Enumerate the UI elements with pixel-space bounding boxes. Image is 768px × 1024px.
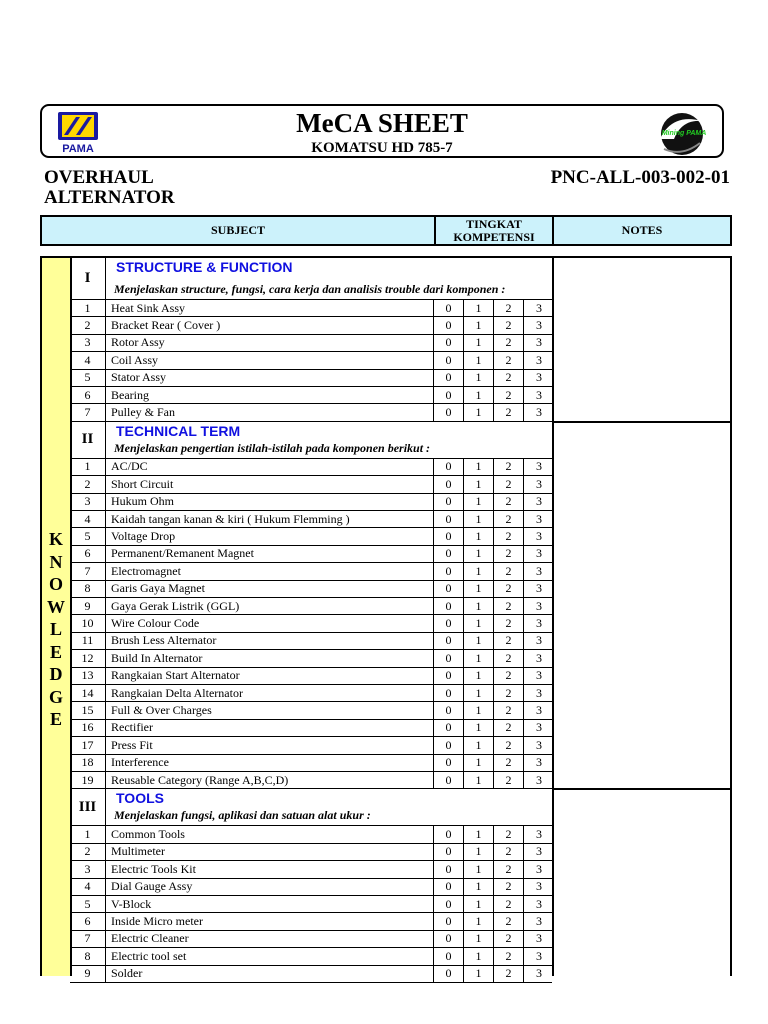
competency-level-0: 0 xyxy=(434,737,464,753)
competency-level-2: 2 xyxy=(494,370,524,386)
logo-left-text: PAMA xyxy=(62,143,94,154)
competency-level-0: 0 xyxy=(434,459,464,475)
competency-level-0: 0 xyxy=(434,511,464,527)
competency-level-1: 1 xyxy=(464,300,494,316)
section-number: II xyxy=(70,422,106,458)
competency-level-1: 1 xyxy=(464,459,494,475)
item-name: Wire Colour Code xyxy=(106,615,434,631)
table-row xyxy=(70,948,552,965)
item-number: 11 xyxy=(70,633,106,649)
item-name: Full & Over Charges xyxy=(106,702,434,718)
item-number: 7 xyxy=(70,563,106,579)
competency-level-1: 1 xyxy=(464,335,494,351)
competency-level-0: 0 xyxy=(434,772,464,788)
competency-level-3: 3 xyxy=(536,598,542,613)
competency-level-1: 1 xyxy=(464,826,494,842)
competency-level-2: 2 xyxy=(494,844,524,860)
item-name: Press Fit xyxy=(106,737,434,753)
competency-level-2: 2 xyxy=(494,879,524,895)
item-number: 7 xyxy=(70,931,106,947)
competency-level-2: 2 xyxy=(494,598,524,614)
item-name: Stator Assy xyxy=(106,370,434,386)
competency-level-3: 3 xyxy=(536,879,542,894)
competency-level-0: 0 xyxy=(434,668,464,684)
table-row xyxy=(70,650,552,667)
competency-level-3: 3 xyxy=(536,703,542,718)
competency-level-2: 2 xyxy=(494,633,524,649)
document-title: OVERHAUL ALTERNATOR xyxy=(44,167,175,208)
competency-level-3: 3 xyxy=(536,300,542,315)
competency-level-3: 3 xyxy=(536,581,542,596)
table-row xyxy=(70,685,552,702)
competency-level-0: 0 xyxy=(434,861,464,877)
competency-level-1: 1 xyxy=(464,668,494,684)
table-row xyxy=(70,317,552,334)
item-number: 1 xyxy=(70,459,106,475)
competency-level-2: 2 xyxy=(494,948,524,964)
item-name: Short Circuit xyxy=(106,476,434,492)
competency-level-1: 1 xyxy=(464,931,494,947)
competency-level-2: 2 xyxy=(494,476,524,492)
side-letter: N xyxy=(49,551,63,572)
sheet-header xyxy=(40,104,724,158)
competency-level-3: 3 xyxy=(536,387,542,402)
competency-level-0: 0 xyxy=(434,931,464,947)
table-row xyxy=(70,737,552,754)
competency-level-3: 3 xyxy=(536,494,542,509)
section-title: TOOLS xyxy=(116,790,164,807)
competency-level-1: 1 xyxy=(464,581,494,597)
competency-level-2: 2 xyxy=(494,737,524,753)
page-title: MeCA SHEET xyxy=(296,108,468,138)
item-name: Reusable Category (Range A,B,C,D) xyxy=(106,772,434,788)
item-number: 2 xyxy=(70,317,106,333)
table-row xyxy=(70,755,552,772)
item-number: 5 xyxy=(70,528,106,544)
competency-level-1: 1 xyxy=(464,598,494,614)
competency-level-0: 0 xyxy=(434,352,464,368)
item-name: AC/DC xyxy=(106,459,434,475)
item-number: 8 xyxy=(70,948,106,964)
competency-level-3: 3 xyxy=(536,352,542,367)
table-row xyxy=(70,387,552,404)
competency-level-3: 3 xyxy=(536,476,542,491)
competency-level-3: 3 xyxy=(536,318,542,333)
item-number: 1 xyxy=(70,300,106,316)
competency-level-1: 1 xyxy=(464,511,494,527)
competency-level-3: 3 xyxy=(536,844,542,859)
competency-level-0: 0 xyxy=(434,650,464,666)
notes-section-divider xyxy=(552,421,730,423)
item-number: 4 xyxy=(70,879,106,895)
competency-level-3: 3 xyxy=(536,948,542,963)
competency-level-2: 2 xyxy=(494,511,524,527)
section-header xyxy=(70,258,552,300)
section-number: III xyxy=(70,789,106,825)
section-header xyxy=(70,789,552,826)
competency-level-3: 3 xyxy=(536,335,542,350)
competency-level-0: 0 xyxy=(434,844,464,860)
section-description: Menjelaskan pengertian istilah-istilah pada komponen berikut : xyxy=(114,440,431,455)
item-number: 13 xyxy=(70,668,106,684)
table-row xyxy=(70,563,552,580)
competency-level-3: 3 xyxy=(536,827,542,842)
competency-level-1: 1 xyxy=(464,755,494,771)
competency-level-0: 0 xyxy=(434,685,464,701)
competency-level-1: 1 xyxy=(464,948,494,964)
item-number: 6 xyxy=(70,546,106,562)
competency-level-1: 1 xyxy=(464,633,494,649)
competency-level-0: 0 xyxy=(434,913,464,929)
competency-level-2: 2 xyxy=(494,772,524,788)
side-letter: D xyxy=(49,664,63,684)
item-number: 1 xyxy=(70,826,106,842)
item-name: Voltage Drop xyxy=(106,528,434,544)
side-letter: W xyxy=(47,596,65,617)
side-letter: K xyxy=(48,529,63,549)
competency-level-2: 2 xyxy=(494,335,524,351)
competency-level-1: 1 xyxy=(464,879,494,895)
item-number: 7 xyxy=(70,404,106,420)
competency-level-3: 3 xyxy=(536,405,542,420)
item-number: 14 xyxy=(70,685,106,701)
mining-pama-logo-icon xyxy=(652,109,708,157)
competency-level-2: 2 xyxy=(494,459,524,475)
competency-level-1: 1 xyxy=(464,913,494,929)
table-row xyxy=(70,598,552,615)
competency-level-1: 1 xyxy=(464,702,494,718)
competency-level-0: 0 xyxy=(434,966,464,982)
knowledge-side-label xyxy=(42,258,72,976)
item-number: 9 xyxy=(70,598,106,614)
item-name: Garis Gaya Magnet xyxy=(106,581,434,597)
item-name: Electric tool set xyxy=(106,948,434,964)
competency-level-2: 2 xyxy=(494,755,524,771)
table-row xyxy=(70,404,552,421)
competency-level-3: 3 xyxy=(536,633,542,648)
item-number: 15 xyxy=(70,702,106,718)
competency-level-3: 3 xyxy=(536,720,542,735)
competency-level-1: 1 xyxy=(464,546,494,562)
section-header xyxy=(70,422,552,459)
side-letter: E xyxy=(49,641,62,662)
competency-level-3: 3 xyxy=(536,459,542,474)
item-name: Bracket Rear ( Cover ) xyxy=(106,317,434,333)
competency-level-3: 3 xyxy=(536,650,542,665)
competency-level-0: 0 xyxy=(434,494,464,510)
competency-level-3: 3 xyxy=(536,966,542,981)
item-number: 2 xyxy=(70,844,106,860)
item-name: Heat Sink Assy xyxy=(106,300,434,316)
competency-level-0: 0 xyxy=(434,546,464,562)
table-row xyxy=(70,370,552,387)
item-name: Electric Tools Kit xyxy=(106,861,434,877)
competency-level-2: 2 xyxy=(494,896,524,912)
competency-level-0: 0 xyxy=(434,755,464,771)
competency-level-0: 0 xyxy=(434,720,464,736)
competency-level-2: 2 xyxy=(494,581,524,597)
item-name: Coil Assy xyxy=(106,352,434,368)
competency-level-2: 2 xyxy=(494,494,524,510)
item-name: Brush Less Alternator xyxy=(106,633,434,649)
side-letter: G xyxy=(48,686,63,707)
competency-level-2: 2 xyxy=(494,861,524,877)
table-row xyxy=(70,844,552,861)
item-name: Rangkaian Start Alternator xyxy=(106,668,434,684)
item-number: 16 xyxy=(70,720,106,736)
competency-level-0: 0 xyxy=(434,826,464,842)
competency-level-2: 2 xyxy=(494,352,524,368)
competency-level-3: 3 xyxy=(536,914,542,929)
item-name: Inside Micro meter xyxy=(106,913,434,929)
competency-level-0: 0 xyxy=(434,528,464,544)
competency-level-0: 0 xyxy=(434,300,464,316)
item-name: Electromagnet xyxy=(106,563,434,579)
item-number: 12 xyxy=(70,650,106,666)
item-number: 3 xyxy=(70,861,106,877)
table-row xyxy=(70,300,552,317)
table-row xyxy=(70,826,552,843)
competency-level-1: 1 xyxy=(464,966,494,982)
competency-level-2: 2 xyxy=(494,931,524,947)
table-row xyxy=(70,476,552,493)
competency-level-1: 1 xyxy=(464,896,494,912)
table-row xyxy=(70,459,552,476)
competency-level-0: 0 xyxy=(434,335,464,351)
competency-level-0: 0 xyxy=(434,702,464,718)
item-number: 9 xyxy=(70,966,106,982)
competency-level-1: 1 xyxy=(464,772,494,788)
notes-header: NOTES xyxy=(621,223,663,237)
item-name: Gaya Gerak Listrik (GGL) xyxy=(106,598,434,614)
competency-level-3: 3 xyxy=(536,861,542,876)
competency-level-2: 2 xyxy=(494,702,524,718)
competency-level-2: 2 xyxy=(494,404,524,420)
competency-level-2: 2 xyxy=(494,615,524,631)
competency-level-1: 1 xyxy=(464,720,494,736)
competency-level-0: 0 xyxy=(434,879,464,895)
item-name: Hukum Ohm xyxy=(106,494,434,510)
competency-level-2: 2 xyxy=(494,685,524,701)
item-number: 4 xyxy=(70,352,106,368)
competency-level-1: 1 xyxy=(464,528,494,544)
table-row xyxy=(70,352,552,369)
competency-level-2: 2 xyxy=(494,546,524,562)
competency-level-1: 1 xyxy=(464,737,494,753)
item-name: Dial Gauge Assy xyxy=(106,879,434,895)
competency-level-1: 1 xyxy=(464,861,494,877)
competency-level-1: 1 xyxy=(464,685,494,701)
competency-level-3: 3 xyxy=(536,772,542,787)
table-row xyxy=(70,966,552,983)
item-number: 3 xyxy=(70,335,106,351)
item-name: Build In Alternator xyxy=(106,650,434,666)
item-name: Common Tools xyxy=(106,826,434,842)
competency-level-3: 3 xyxy=(536,511,542,526)
competency-level-2: 2 xyxy=(494,826,524,842)
competency-level-3: 3 xyxy=(536,529,542,544)
section-title: TECHNICAL TERM xyxy=(116,422,241,439)
competency-level-3: 3 xyxy=(536,737,542,752)
competency-level-3: 3 xyxy=(536,563,542,578)
competency-level-2: 2 xyxy=(494,966,524,982)
competency-level-3: 3 xyxy=(536,616,542,631)
competency-level-1: 1 xyxy=(464,494,494,510)
competency-level-0: 0 xyxy=(434,896,464,912)
competency-level-1: 1 xyxy=(464,317,494,333)
item-name: Interference xyxy=(106,755,434,771)
item-number: 6 xyxy=(70,387,106,403)
item-name: Rangkaian Delta Alternator xyxy=(106,685,434,701)
item-name: V-Block xyxy=(106,896,434,912)
item-number: 8 xyxy=(70,581,106,597)
table-row xyxy=(70,615,552,632)
item-name: Bearing xyxy=(106,387,434,403)
item-number: 17 xyxy=(70,737,106,753)
competency-level-0: 0 xyxy=(434,948,464,964)
competency-level-1: 1 xyxy=(464,844,494,860)
item-number: 10 xyxy=(70,615,106,631)
competency-level-1: 1 xyxy=(464,615,494,631)
subject-header: SUBJECT xyxy=(210,223,266,237)
item-number: 19 xyxy=(70,772,106,788)
item-name: Electric Cleaner xyxy=(106,931,434,947)
competency-level-2: 2 xyxy=(494,913,524,929)
competency-level-3: 3 xyxy=(536,685,542,700)
table-row xyxy=(70,913,552,930)
table-row xyxy=(70,528,552,545)
item-name: Permanent/Remanent Magnet xyxy=(106,546,434,562)
competency-level-1: 1 xyxy=(464,650,494,666)
table-row xyxy=(70,581,552,598)
item-number: 6 xyxy=(70,913,106,929)
competency-level-0: 0 xyxy=(434,633,464,649)
competency-level-3: 3 xyxy=(536,931,542,946)
side-letters xyxy=(42,528,70,731)
competency-level-2: 2 xyxy=(494,720,524,736)
page-subtitle: KOMATSU HD 785-7 xyxy=(311,140,453,156)
competency-level-0: 0 xyxy=(434,404,464,420)
item-name: Multimeter xyxy=(106,844,434,860)
item-number: 5 xyxy=(70,896,106,912)
item-number: 5 xyxy=(70,370,106,386)
competency-level-3: 3 xyxy=(536,370,542,385)
table-row xyxy=(70,335,552,352)
competency-level-0: 0 xyxy=(434,387,464,403)
table-row xyxy=(70,879,552,896)
competency-level-1: 1 xyxy=(464,352,494,368)
table-row xyxy=(70,668,552,685)
table-row xyxy=(70,931,552,948)
competency-level-0: 0 xyxy=(434,476,464,492)
side-letter: O xyxy=(48,574,63,594)
item-number: 18 xyxy=(70,755,106,771)
table-row xyxy=(70,494,552,511)
column-header-bar xyxy=(40,215,732,246)
item-number: 2 xyxy=(70,476,106,492)
item-number: 4 xyxy=(70,511,106,527)
item-name: Rotor Assy xyxy=(106,335,434,351)
competency-level-1: 1 xyxy=(464,387,494,403)
competency-level-0: 0 xyxy=(434,317,464,333)
section-description: Menjelaskan structure, fungsi, cara kerja dan analisis trouble dari komponen : xyxy=(114,282,506,296)
logo-right-text: Mining PAMA xyxy=(661,130,707,137)
section-number: I xyxy=(70,258,106,299)
competency-level-1: 1 xyxy=(464,404,494,420)
competency-level-1: 1 xyxy=(464,563,494,579)
table-row xyxy=(70,720,552,737)
competency-level-2: 2 xyxy=(494,563,524,579)
item-name: Pulley & Fan xyxy=(106,404,434,420)
table-row xyxy=(70,546,552,563)
competency-table xyxy=(40,256,732,981)
competency-level-3: 3 xyxy=(536,755,542,770)
item-name: Solder xyxy=(106,966,434,982)
item-number: 3 xyxy=(70,494,106,510)
table-row xyxy=(70,772,552,789)
competency-level-2: 2 xyxy=(494,668,524,684)
table-row xyxy=(70,633,552,650)
competency-level-0: 0 xyxy=(434,615,464,631)
competency-level-2: 2 xyxy=(494,650,524,666)
table-row xyxy=(70,511,552,528)
competency-level-2: 2 xyxy=(494,528,524,544)
competency-level-3: 3 xyxy=(536,896,542,911)
table-row xyxy=(70,896,552,913)
competency-level-0: 0 xyxy=(434,598,464,614)
item-name: Kaidah tangan kanan & kiri ( Hukum Flemming ) xyxy=(106,511,434,527)
competency-level-0: 0 xyxy=(434,563,464,579)
competency-level-0: 0 xyxy=(434,370,464,386)
side-letter: L xyxy=(49,619,62,639)
table-row xyxy=(70,702,552,719)
competency-level-2: 2 xyxy=(494,317,524,333)
document-code: PNC-ALL-003-002-01 xyxy=(550,167,730,188)
competency-level-1: 1 xyxy=(464,370,494,386)
table-row xyxy=(70,861,552,878)
competency-level-2: 2 xyxy=(494,300,524,316)
competency-level-1: 1 xyxy=(464,476,494,492)
competency-level-3: 3 xyxy=(536,546,542,561)
side-letter: E xyxy=(49,709,62,729)
section-title: STRUCTURE & FUNCTION xyxy=(116,259,293,275)
notes-section-divider xyxy=(552,788,730,790)
section-description: Menjelaskan fungsi, aplikasi dan satuan alat ukur : xyxy=(114,808,371,823)
item-name: Rectifier xyxy=(106,720,434,736)
competency-level-2: 2 xyxy=(494,387,524,403)
competency-level-0: 0 xyxy=(434,581,464,597)
competency-level-3: 3 xyxy=(536,668,542,683)
tingkat-header: TINGKAT KOMPETENSI xyxy=(453,216,535,244)
